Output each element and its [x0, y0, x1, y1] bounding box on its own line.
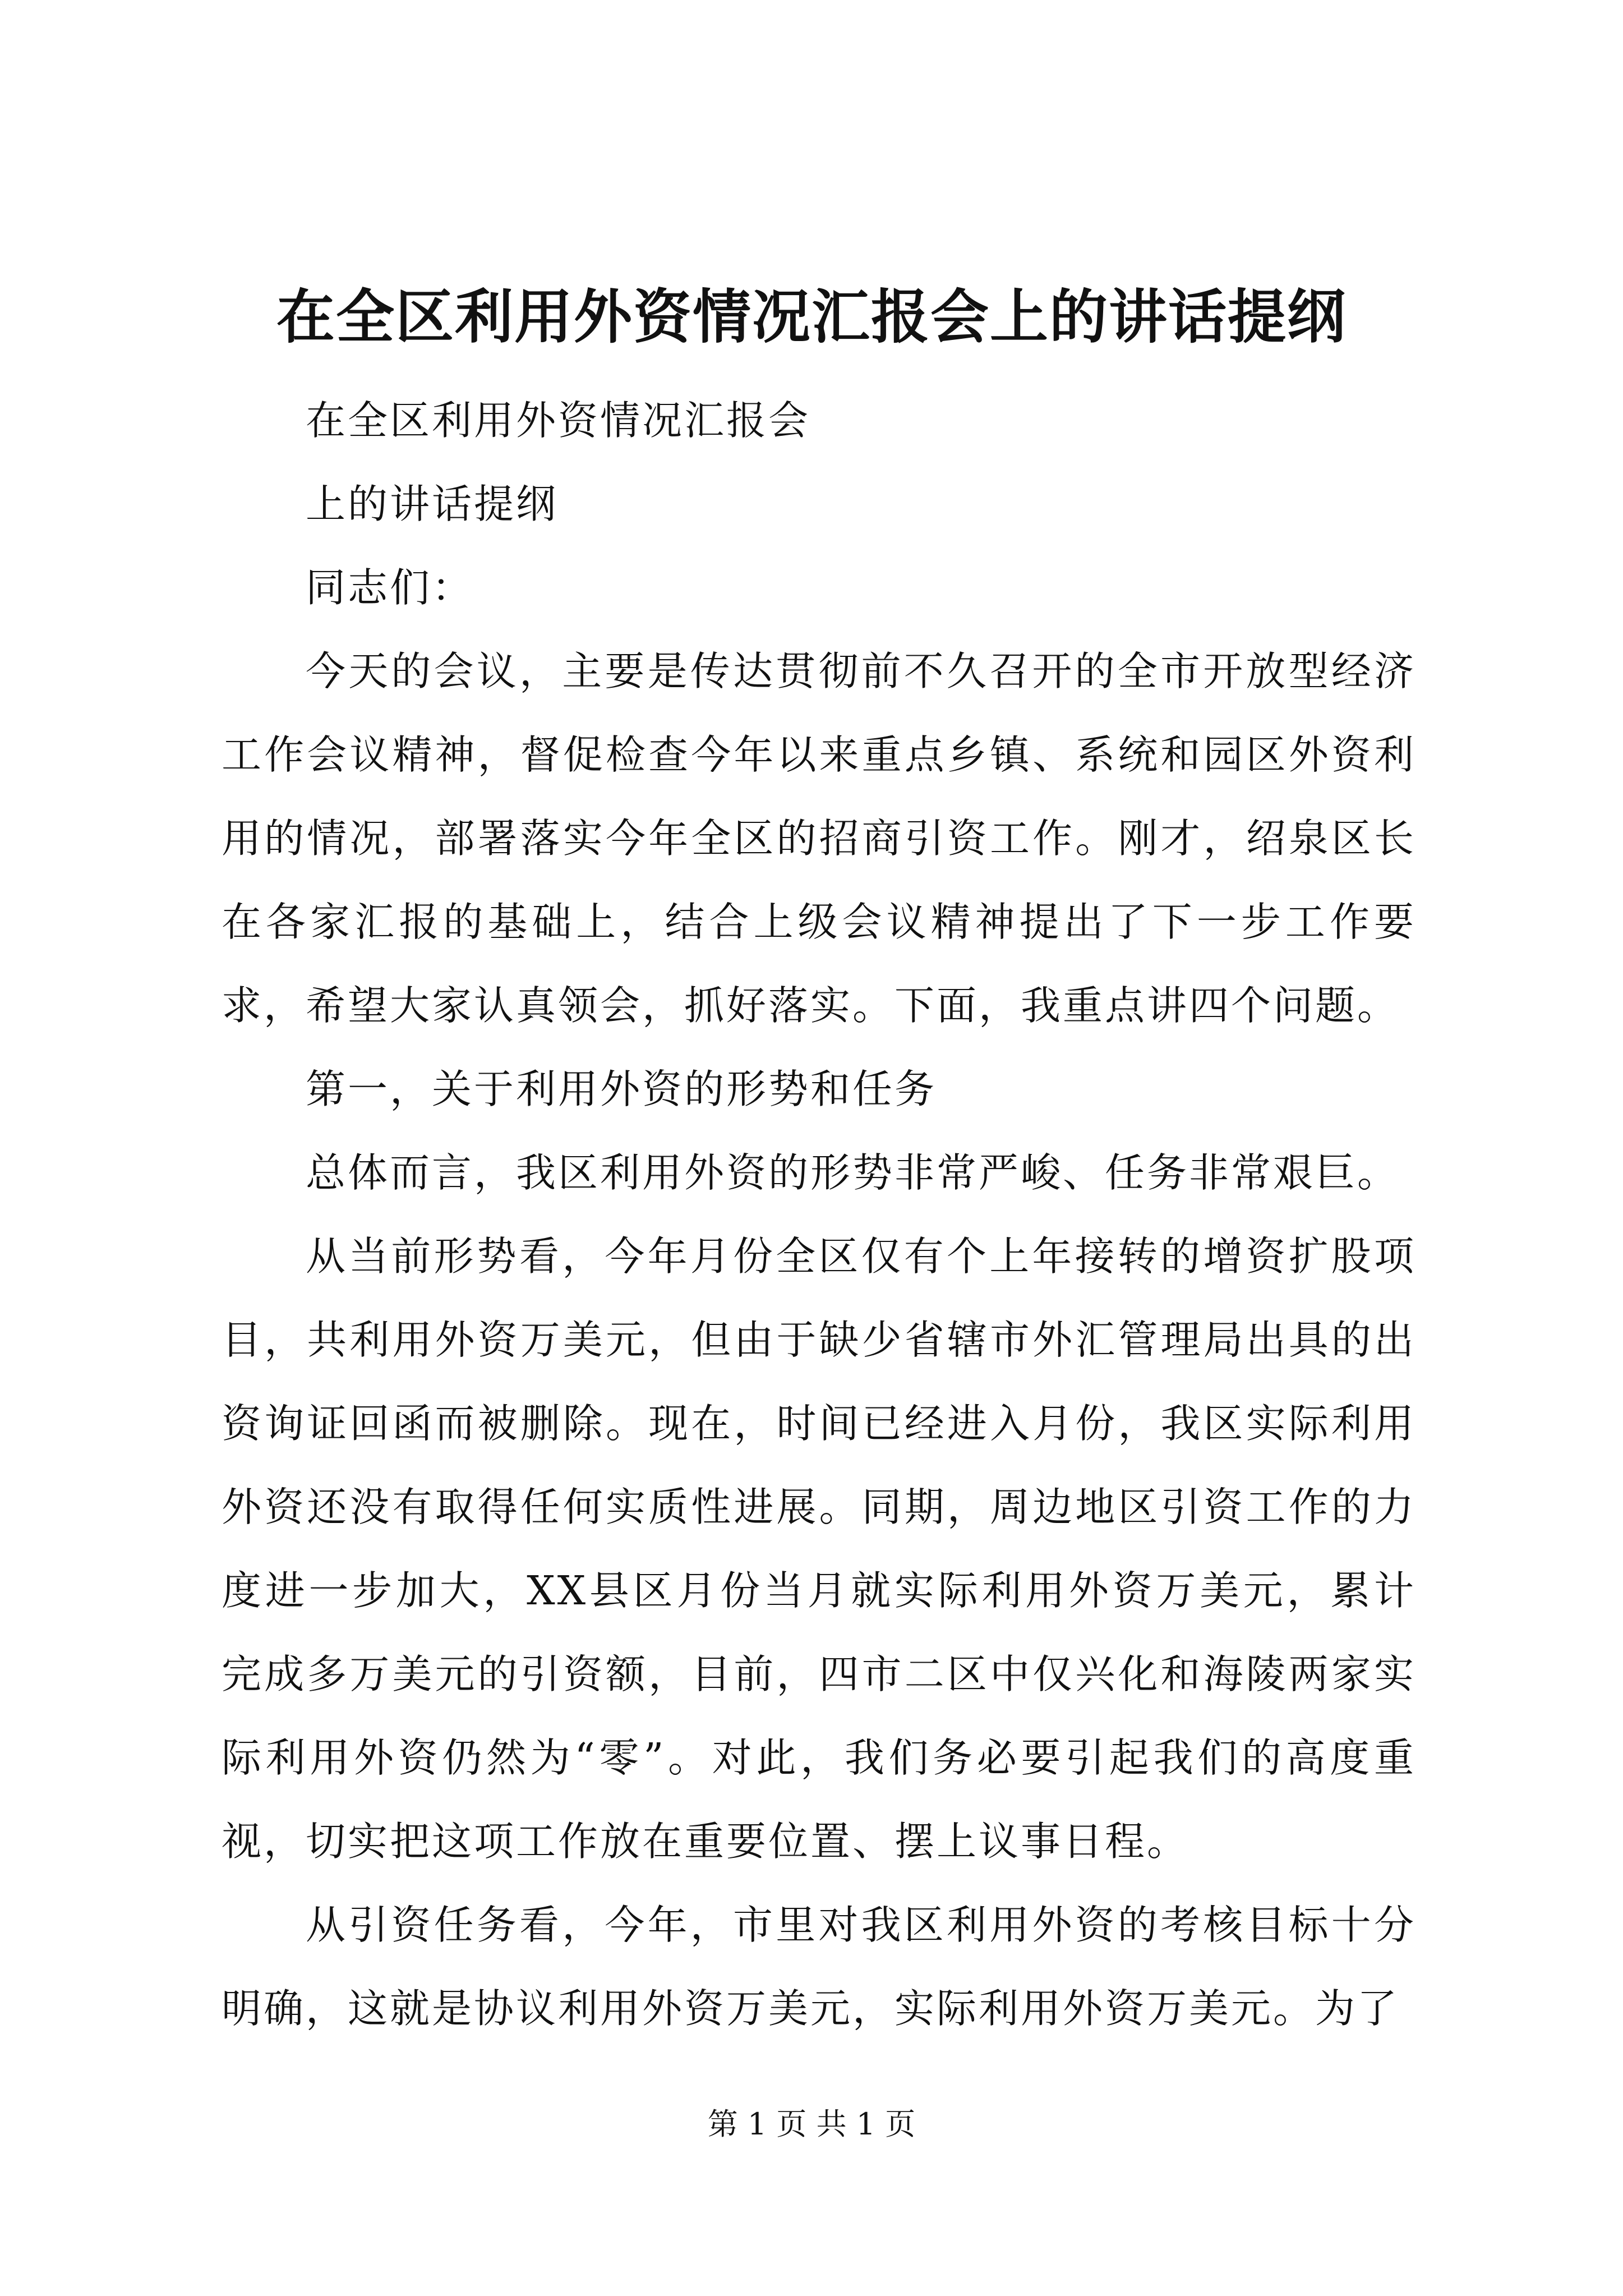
- paragraph-task: 从引资任务看，今年，市里对我区利用外资的考核目标十分明确，这就是协议利用外资万美元，实际利用外资万美元。为了: [222, 1902, 1416, 2032]
- paragraph-subtitle-line-1: 在全区利用外资情况汇报会: [306, 397, 811, 444]
- paragraph-summary: 总体而言，我区利用外资的形势非常严峻、任务非常艰巨。: [306, 1149, 1400, 1196]
- paragraph-salutation: 同志们：: [306, 564, 474, 611]
- paragraph-intro: 今天的会议，主要是传达贯彻前不久召开的全市开放型经济工作会议精神，督促检查今年以来重点乡镇、系统和园区外资利用的情况，部署落实今年全区的招商引资工作。刚才，绍泉区长在各家汇报的基础上，结合上级会议精神提出了下一步工作要求，希望大家认真领会，抓好落实。下面，我重点讲四个问题。: [222, 648, 1416, 1029]
- paragraph-current-situation: 从当前形势看，今年月份全区仅有个上年接转的增资扩股项目，共利用外资万美元，但由于缺少省辖市外汇管理局出具的出资询证回函而被删除。现在，时间已经进入月份，我区实际利用外资还没有取得任何实质性进展。同期，周边地区引资工作的力度进一步加大，XX县区月份当月就实际利用外资万美元，累计完成多万美元的引资额，目前，四市二区中仅兴化和海陵两家实际利用外资仍然为“零”。对此，我们务必要引起我们的高度重视，切实把这项工作放在重要位置、摆上议事日程。: [222, 1233, 1416, 1865]
- paragraph-section-heading: 第一，关于利用外资的形势和任务: [306, 1066, 937, 1112]
- paragraph-subtitle-line-2: 上的讲话提纲: [306, 481, 559, 527]
- document-body: [222, 379, 1416, 2050]
- page-footer: 第 1 页 共 1 页: [707, 2106, 916, 2142]
- document-title: 在全区利用外资情况汇报会上的讲话提纲: [276, 282, 1347, 351]
